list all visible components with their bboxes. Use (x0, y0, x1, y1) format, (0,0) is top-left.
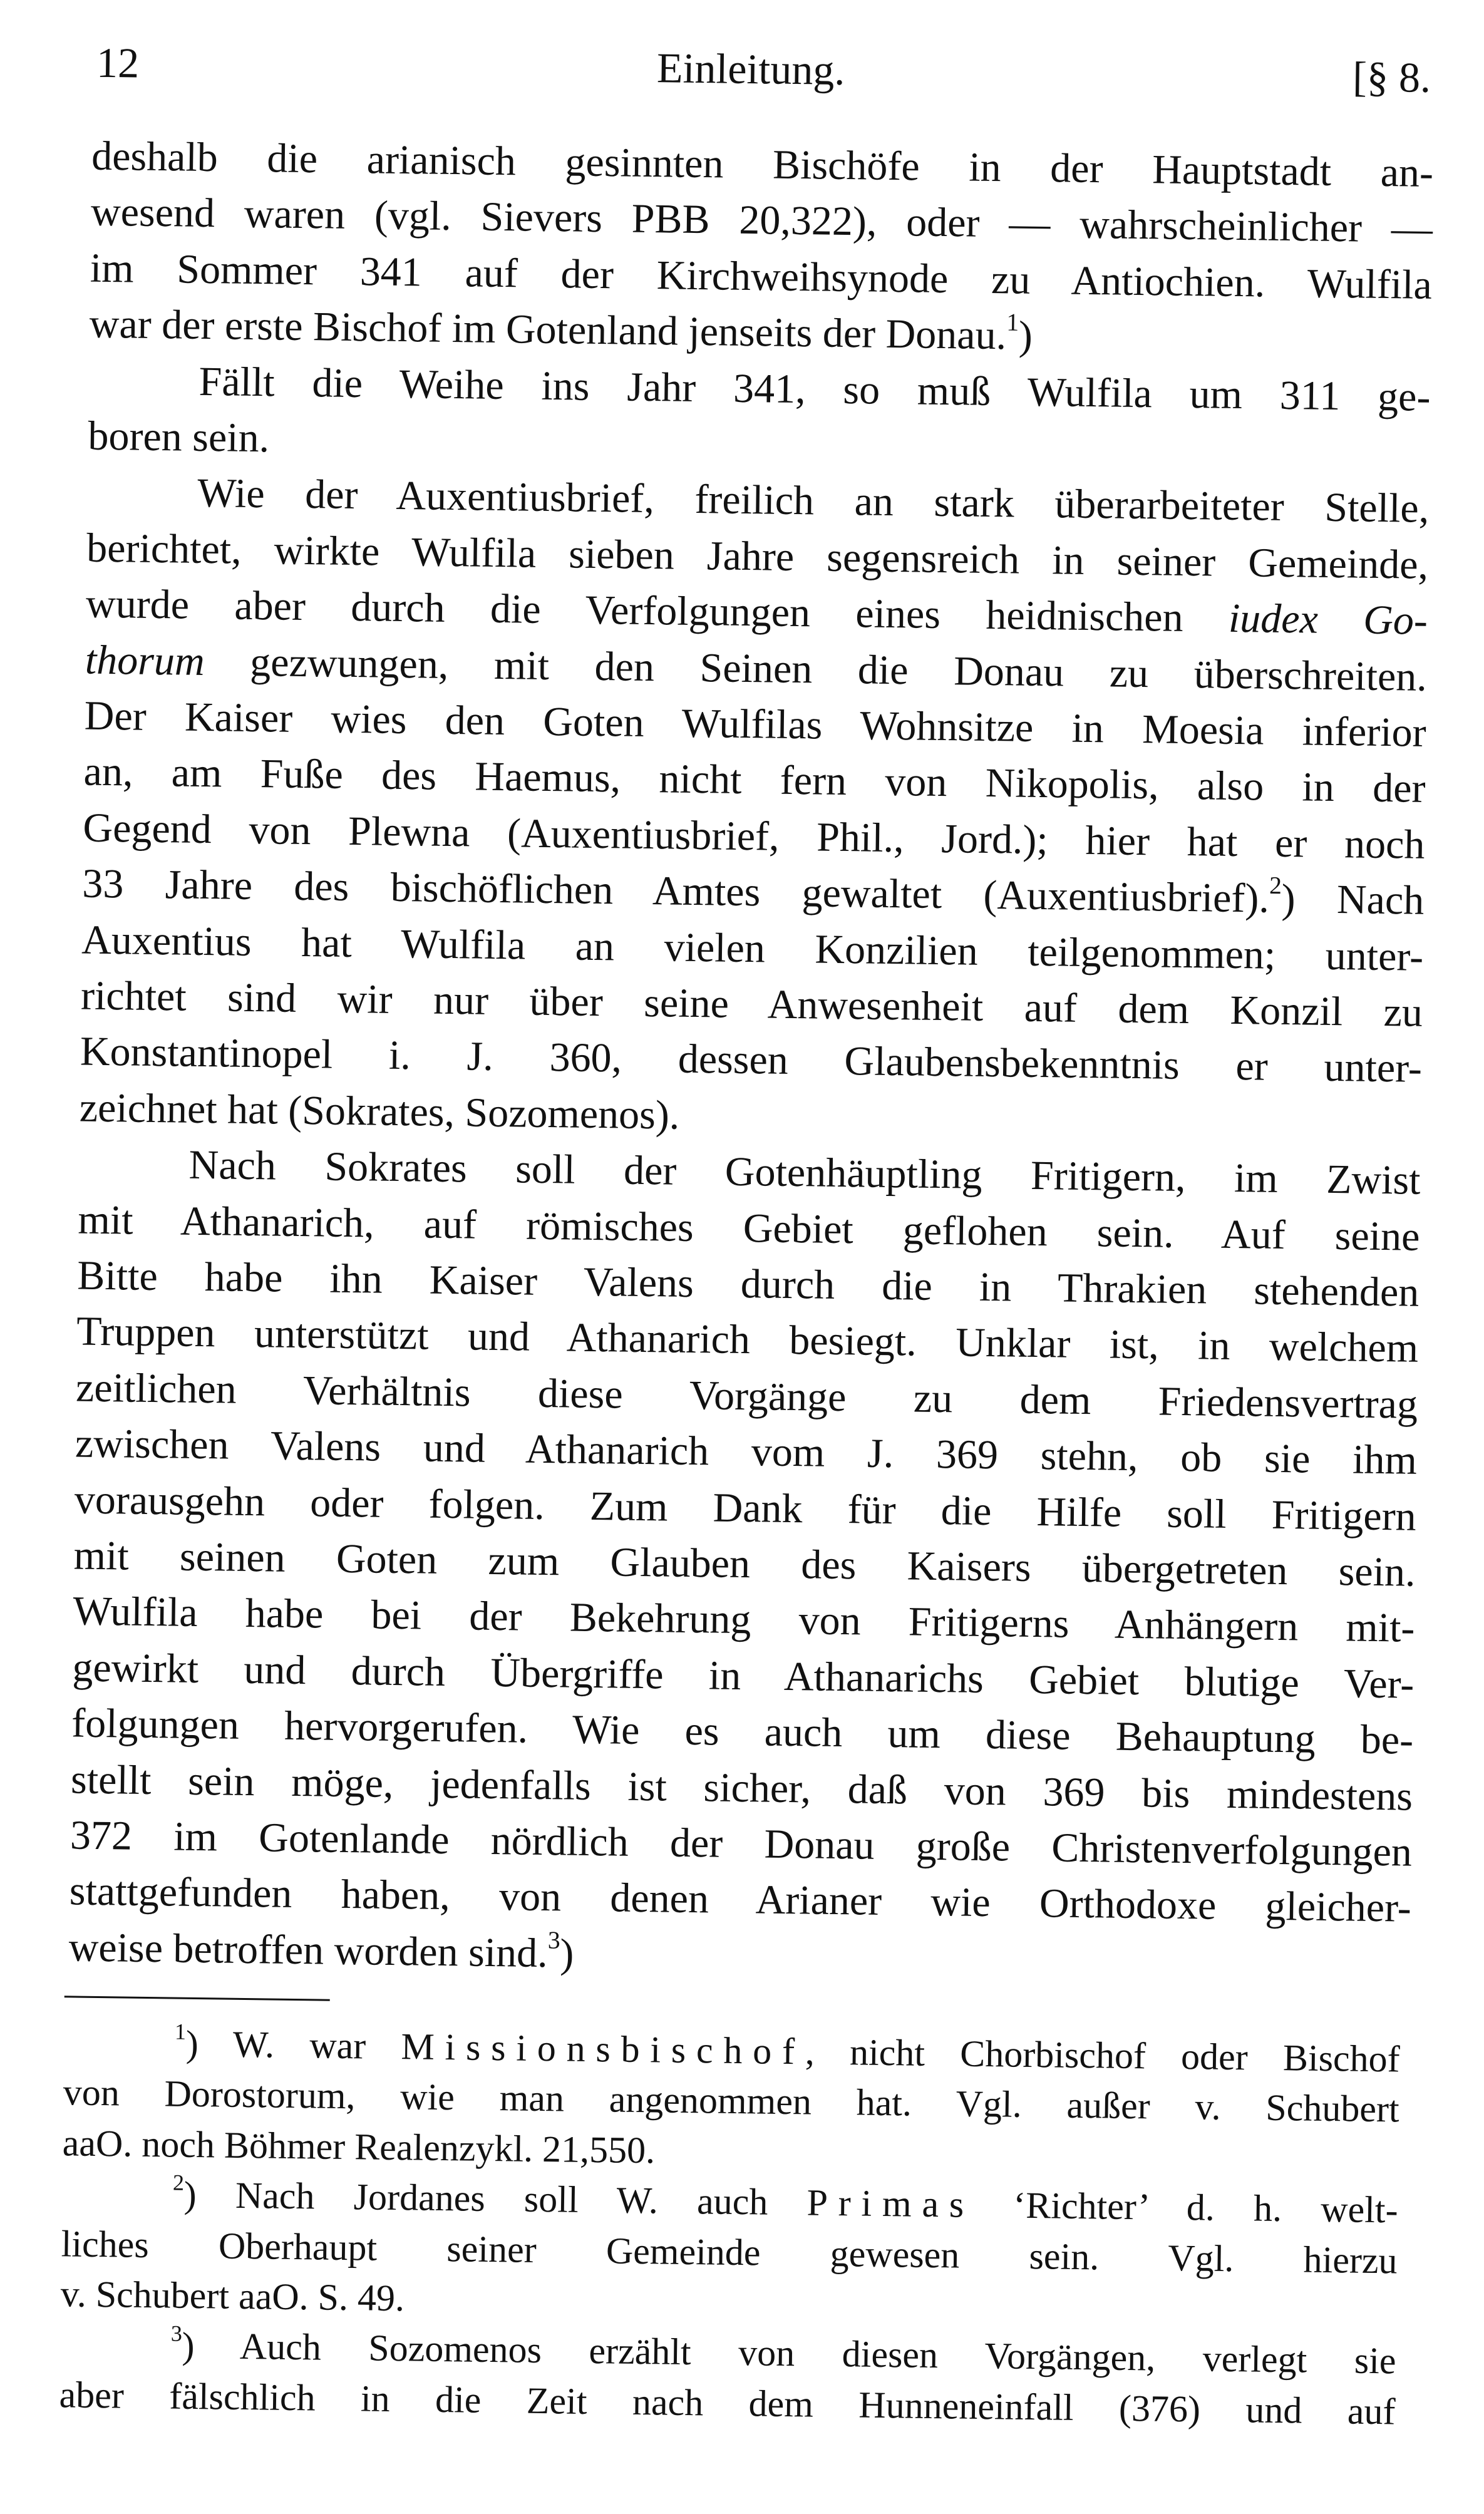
body-line: zeitlichen Verhältnis diese Vorgänge zu dem Friedensvertrag (75, 1364, 1418, 1428)
body-line: berichtet, wirkte Wulfila sieben Jahre segensreich in seiner Gemeinde, (86, 525, 1429, 588)
body-line: zeichnet hat (Sokrates, Sozomenos). (79, 1084, 680, 1138)
footnote-rule (64, 1996, 330, 2001)
line-text: ) W. war (185, 2022, 401, 2068)
body-line: wesend waren (vgl. Sievers PBB 20,322), oder — wahrscheinlicher — (90, 188, 1433, 252)
footnote-line: aaO. noch Böhmer Realenzykl. 21,550. (62, 2122, 656, 2171)
body-line (85, 637, 1428, 700)
line-text: weise betroffen worden sind. (68, 1924, 549, 1977)
line-text: ) Nach (1281, 875, 1425, 924)
body-line (85, 580, 1428, 644)
body-line: richtet sind wir nur über seine Anwesenheit auf dem Konzil zu (80, 972, 1423, 1036)
body-line: 372 im Gotenlande nördlich der Donau große Christenverfolgungen (70, 1812, 1413, 1875)
body-line: mit seinen Goten zum Glauben des Kaisers übergetreten sein. (73, 1532, 1416, 1595)
body-line: Bitte habe ihn Kaiser Valens durch die in Thrakien stehenden (76, 1252, 1420, 1316)
body-line: im Sommer 341 auf der Kirchweihsynode zu Antiochien. Wulfila (90, 245, 1433, 308)
body-line: Wulfila habe bei der Bekehrung von Fritigerns Anhängern mit- (73, 1588, 1415, 1651)
footnote-ref-1[interactable]: 1 (1006, 308, 1019, 336)
body-line: Wie der Auxentiusbrief, freilich an stark überarbeiteter Stelle, (197, 470, 1430, 532)
body-line: Der Kaiser wies den Goten Wulfilas Wohnsitze in Moesia inferior (84, 693, 1427, 756)
line-text: ) (1018, 312, 1033, 359)
body-line: stellt sein möge, jedenfalls ist sicher, daß von 369 bis mindestens (70, 1756, 1413, 1820)
body-line: folgungen hervorgerufen. Wie es auch um diese Behauptung be- (71, 1700, 1414, 1763)
footnote-ref-3[interactable]: 3 (547, 1926, 560, 1954)
footnote-line: v. Schubert aaO. S. 49. (60, 2273, 405, 2319)
footnote-2 (172, 2170, 1399, 2231)
body-line: an, am Fuße des Haemus, nicht fern von Nikopolis, also in der (83, 748, 1426, 811)
footnote-line: aber fälschlich in die Zeit nach dem Hunneneinfall (376) und auf (59, 2374, 1396, 2433)
page-number: 12 (96, 38, 140, 87)
footnote-marker: 1 (174, 2019, 187, 2044)
footnote-line: liches Oberhaupt seiner Gemeinde gewesen sein. Vgl. hierzu (61, 2223, 1398, 2282)
body-line: gewirkt und durch Übergriffe in Athanarichs Gebiet blutige Ver- (72, 1644, 1414, 1708)
line-text: , nicht Chorbischof oder Bischof (805, 2031, 1401, 2080)
running-title: Einleitung. (656, 44, 845, 94)
body-line: Truppen unterstützt und Athanarich besiegt. Unklar ist, in welchem (76, 1308, 1419, 1371)
italic-term: thorum (85, 637, 205, 684)
footnote-marker: 2 (172, 2170, 185, 2195)
body-line: Gegend von Plewna (Auxentiusbrief, Phil., Jord.); hier hat er noch (83, 805, 1425, 868)
line-text: ) (559, 1930, 574, 1977)
spaced-term: Primas (806, 2182, 975, 2225)
line-text: ) Auch Sozomenos erzählt von diesen Vorgängen, verlegt sie (182, 2324, 1396, 2382)
body-line (81, 860, 1425, 924)
footnote-line: von Dorostorum, wie man angenommen hat. Vgl. außer v. Schubert (63, 2071, 1400, 2130)
body-line: stattgefunden haben, von denen Arianer wie Orthodoxe gleicher- (69, 1868, 1412, 1931)
body-line: Konstantinopel i. J. 360, dessen Glaubensbekenntnis er unter- (80, 1028, 1423, 1091)
line-text: 33 Jahre des bischöflichen Amtes gewaltet (Auxentiusbrief). (81, 860, 1270, 922)
footnote-3 (170, 2321, 1396, 2382)
body-line: Fällt die Weihe ins Jahr 341, so muß Wulfila um 311 ge- (198, 358, 1431, 420)
section-mark: [§ 8. (1352, 53, 1431, 101)
body-line: zwischen Valens und Athanarich vom J. 369 stehn, ob sie ihm (75, 1420, 1418, 1483)
footnote-marker: 3 (170, 2321, 183, 2346)
body-line (89, 301, 1431, 362)
body-line: mit Athanarich, auf römisches Gebiet geflohen sein. Auf seine (78, 1197, 1420, 1260)
italic-term: iudex Go- (1228, 595, 1428, 644)
footnote-ref-2[interactable]: 2 (1269, 871, 1282, 900)
body-line (68, 1924, 1411, 1985)
line-text: ‘Richter’ d. h. welt- (974, 2183, 1399, 2231)
body-line: Auxentius hat Wulfila an vielen Konzilien teilgenommen; unter- (81, 917, 1424, 980)
line-text: wurde aber durch die Verfolgungen eines heidnischen (85, 580, 1229, 641)
body-line: deshalb die arianisch gesinnten Bischöfe in der Hauptstadt an- (91, 133, 1434, 196)
body-line: vorausgehn oder folgen. Zum Dank für die Hilfe soll Fritigern (74, 1476, 1417, 1540)
body-line: boren sein. (88, 413, 270, 461)
line-text: gezwungen, mit den Seinen die Donau zu überschreiten. (204, 638, 1428, 700)
footnote-1 (174, 2019, 1401, 2080)
spaced-term: Missionsbischof (401, 2026, 806, 2073)
line-text: war der erste Bischof im Gotenland jenseits der Donau. (89, 301, 1007, 359)
body-line: Nach Sokrates soll der Gotenhäuptling Fritigern, im Zwist (188, 1141, 1421, 1203)
line-text: ) Nach Jordanes soll W. auch (183, 2173, 808, 2223)
